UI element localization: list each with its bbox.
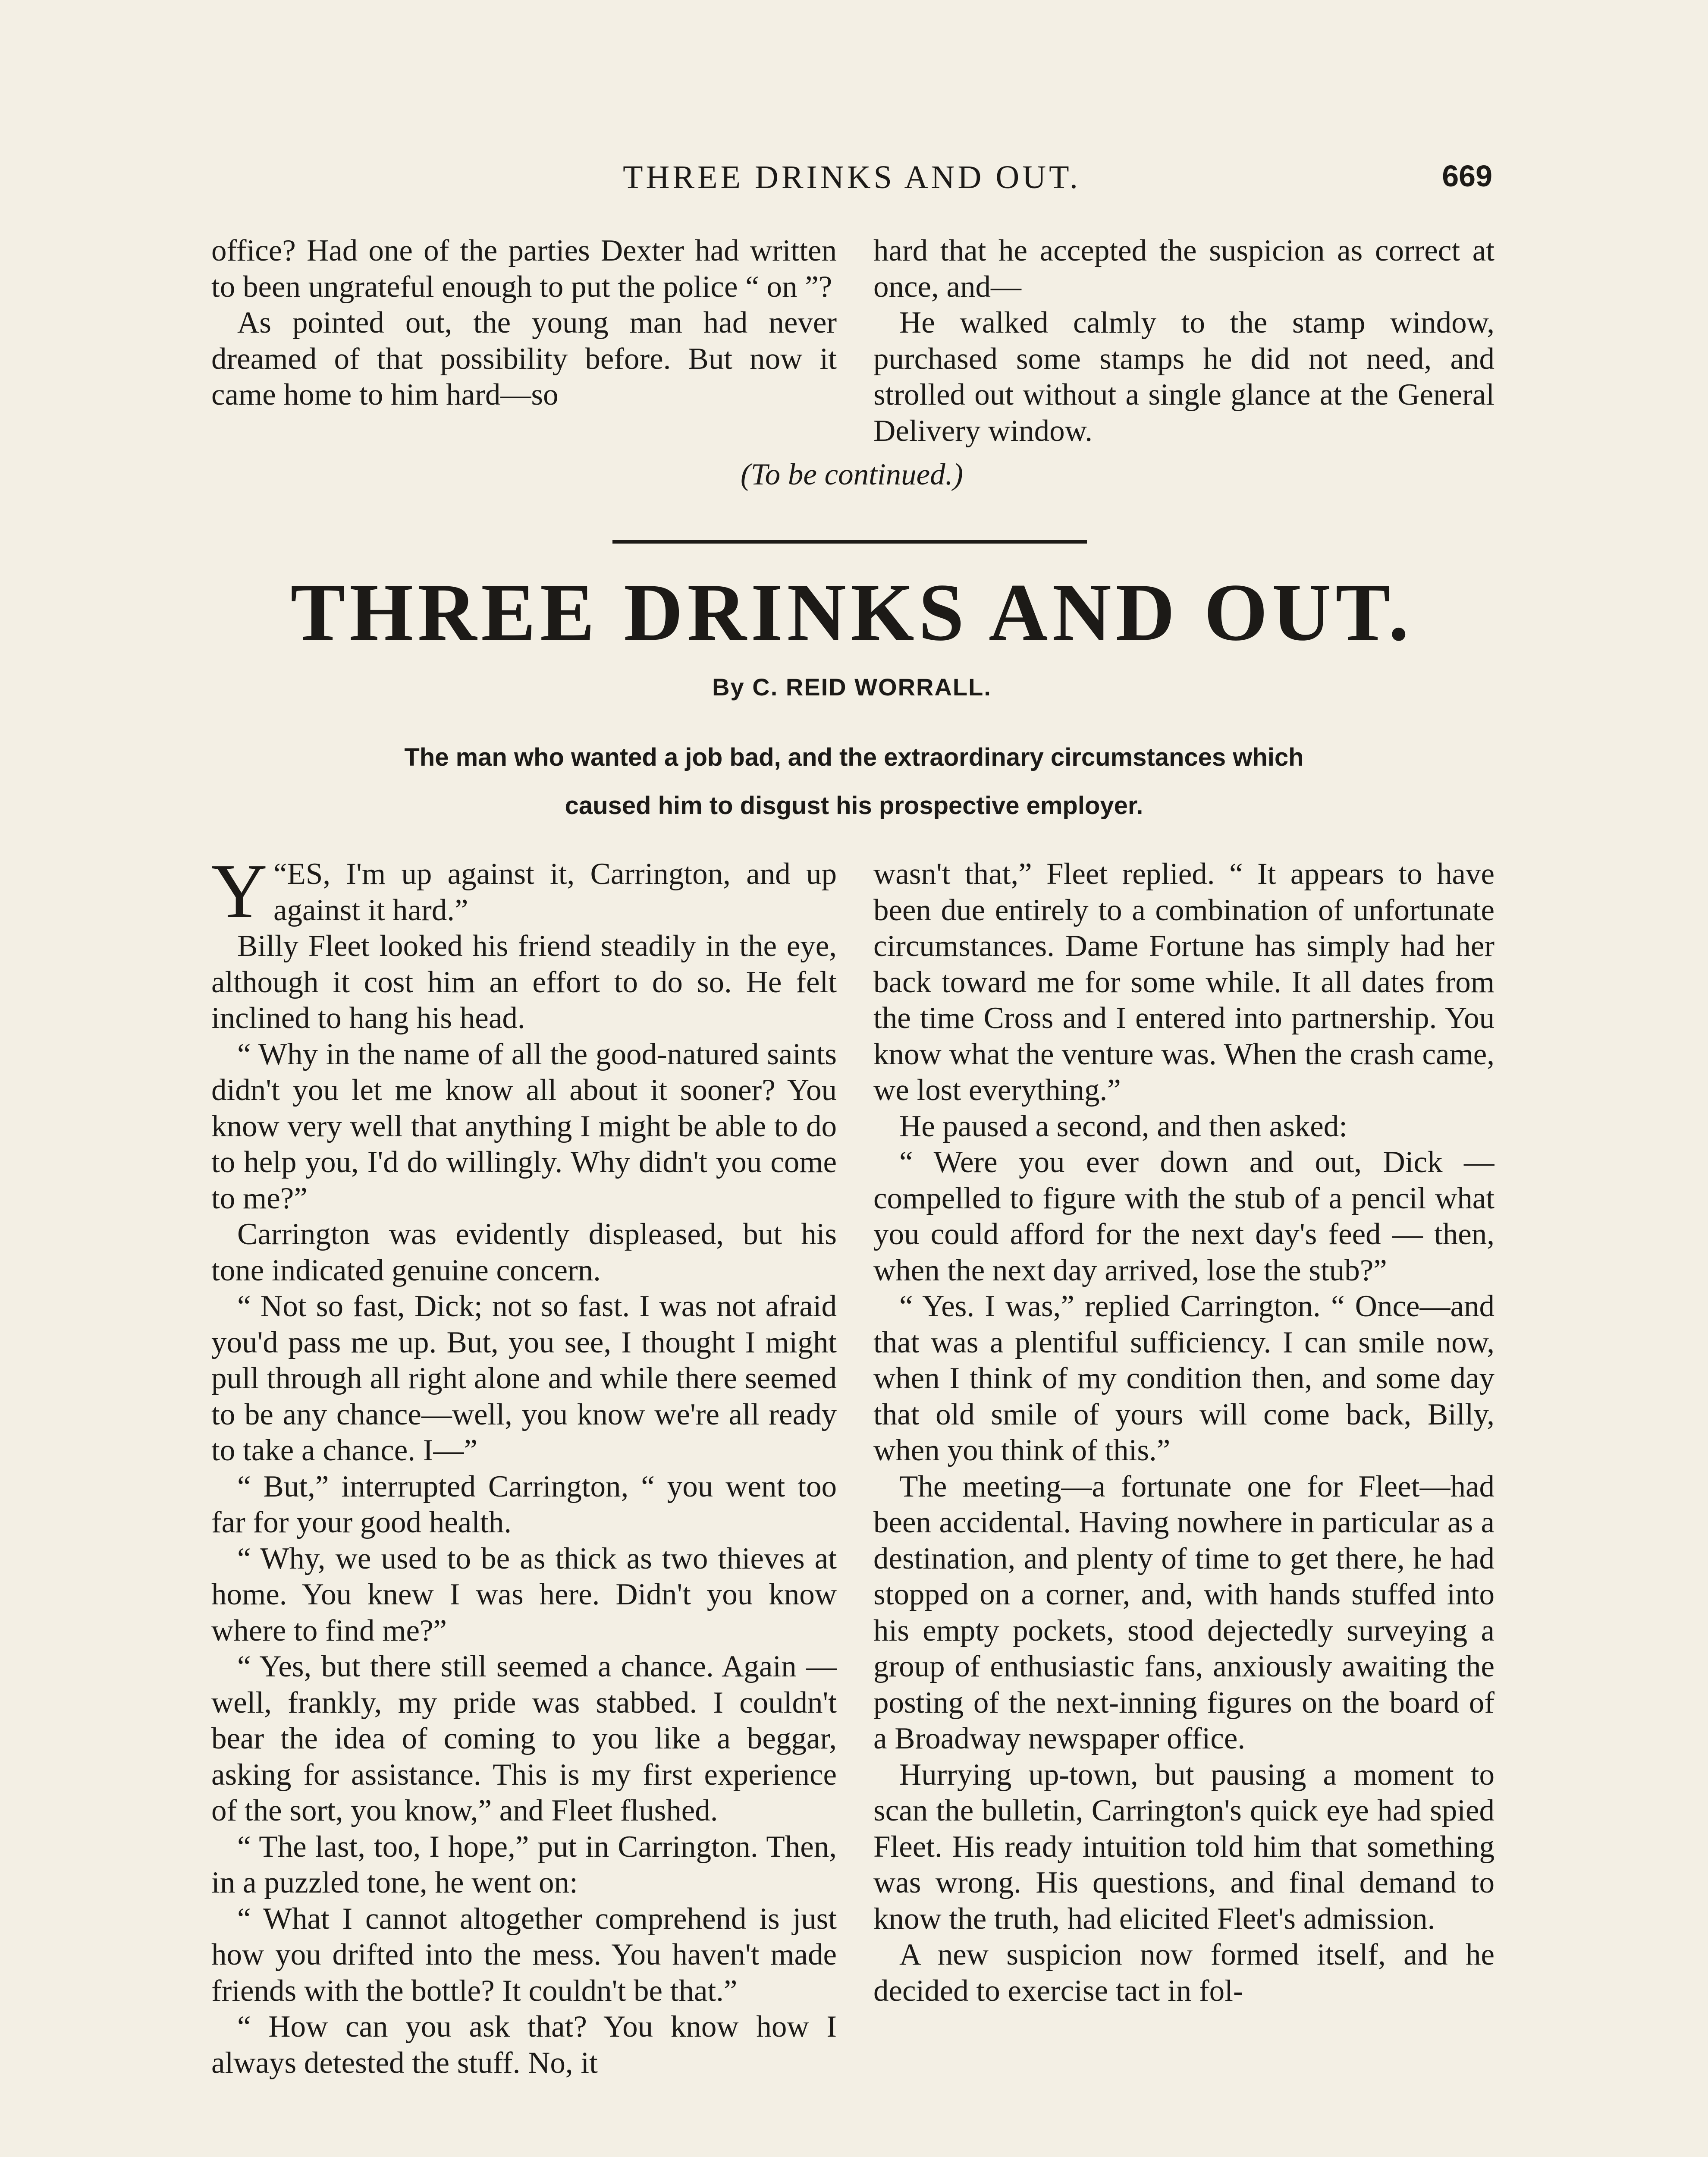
opening-text: ES, I'm up against it, Carrington, and up against it hard.” (273, 857, 837, 927)
paragraph: He walked calmly to the stamp window, purchased some stamps he did not need, and strolled out without a single glance at the General Delivery window. (873, 306, 1494, 448)
paragraph: “ What I cannot altogether comprehend is just how you drifted into the mess. You haven't made friends with the bottle? It couldn't be that.” (211, 1902, 837, 2008)
paragraph: Hurrying up-town, but pausing a moment to scan the bulletin, Carrington's quick eye had spied Fleet. His ready intuition told him that something was wrong. His questions, and final demand to know the truth, had elicited Fleet's admission. (873, 1758, 1494, 1936)
story-blurb: The man who wanted a job bad, and the extraordinary circumstances which caused him to disgust his prospective employer. (404, 743, 1304, 820)
section-divider (612, 540, 1087, 544)
paragraph: A new suspicion now formed itself, and he decided to exercise tact in fol- (873, 1938, 1494, 2008)
paragraph: “ Were you ever down and out, Dick —compelled to figure with the stub of a pencil what you could afford for the next day's feed — then, when the next day arrived, lose the stub?” (873, 1145, 1494, 1287)
story-left-column (211, 856, 837, 2157)
paragraph: “ Not so fast, Dick; not so fast. I was not afraid you'd pass me up. But, you see, I thought I might pull through all right alone and while there seemed to be any chance—well, you know we're all ready to take a chance. I—” (211, 1289, 837, 1467)
paragraph: The meeting—a fortunate one for Fleet—had been accidental. Having nowhere in particular as a destination, and plenty of time to get there, he had stopped on a corner, and, with hands stuffed into his empty pockets, stood dejectedly surveying a group of enthusiastic fans, anxiously awaiting the posting of the next-inning figures on the board of a Broadway newspaper office. (873, 1469, 1494, 1755)
opening-paragraph (211, 856, 837, 934)
page-number: 669 (1442, 159, 1492, 193)
byline: By C. REID WORRALL. (712, 673, 992, 701)
story-title: THREE DRINKS AND OUT. (290, 567, 1413, 658)
paragraph: He paused a second, and then asked: (899, 1109, 1347, 1143)
paragraph: “ But,” interrupted Carrington, “ you went too far for your good health. (211, 1469, 837, 1539)
running-header (211, 159, 1492, 202)
opening-quote: “ (273, 857, 287, 891)
paragraph: hard that he accepted the suspicion as correct at once, and— (873, 234, 1494, 304)
running-title: THREE DRINKS AND OUT. (623, 159, 1081, 195)
story-right-column (873, 856, 1494, 2157)
to-be-continued: (To be continued.) (741, 458, 963, 491)
previous-story-right-column (873, 233, 1494, 449)
paragraph: office? Had one of the parties Dexter had written to been ungrateful enough to put the police “ on ”? (211, 234, 837, 304)
previous-story-left-column (211, 233, 837, 449)
paragraph: Carrington was evidently displeased, but his tone indicated genuine concern. (211, 1217, 837, 1287)
paragraph: wasn't that,” Fleet replied. “ It appears to have been due entirely to a combination of unfortunate circumstances. Dame Fortune has simply had her back toward me for some while. It all dates from the time Cross and I entered into partnership. You know what the venture was. When the crash came, we lost everything.” (873, 857, 1494, 1107)
drop-cap: Y (211, 856, 267, 934)
paragraph: “ Yes, but there still seemed a chance. Again — well, frankly, my pride was stabbed. I couldn't bear the idea of coming to you like a beggar, asking for assistance. This is my first experience of the sort, you know,” and Fleet flushed. (211, 1650, 837, 1827)
paragraph: “ Why, we used to be as thick as two thieves at home. You knew I was here. Didn't you know where to find me?” (211, 1541, 837, 1648)
paragraph: “ Why in the name of all the good-natured saints didn't you let me know all about it sooner? You know very well that anything I might be able to do to help you, I'd do willingly. Why didn't you come to me?” (211, 1037, 837, 1215)
paragraph: “ The last, too, I hope,” put in Carrington. Then, in a puzzled tone, he went on: (211, 1830, 837, 1899)
paragraph: As pointed out, the young man had never dreamed of that possibility before. But now it came home to him hard—so (211, 306, 837, 412)
paragraph: “ Yes. I was,” replied Carrington. “ Once—and that was a plentiful sufficiency. I can smile now, when I think of my condition then, and some day that old smile of yours will come back, Billy, when you think of this.” (873, 1289, 1494, 1467)
paragraph: Billy Fleet looked his friend steadily in the eye, although it cost him an effort to do so. He felt inclined to hang his head. (211, 929, 837, 1035)
paragraph: “ How can you ask that? You know how I always detested the stuff. No, it (211, 2010, 837, 2080)
